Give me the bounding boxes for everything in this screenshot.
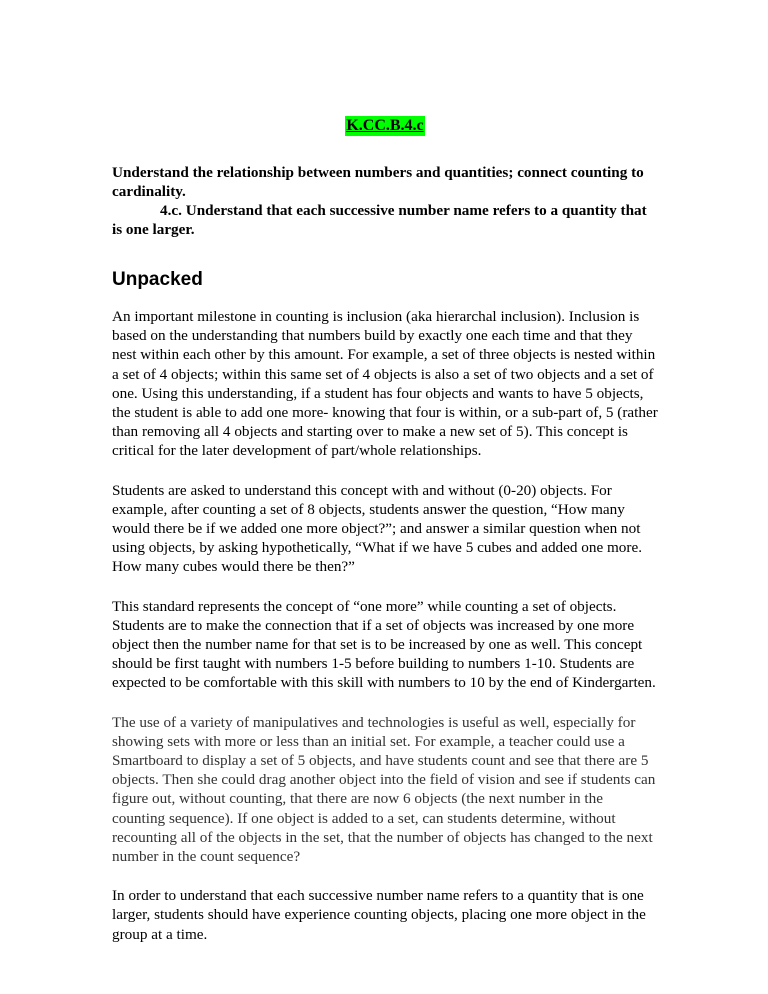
standard-description	[112, 163, 658, 239]
standard-cluster-text: Understand the relationship between numbers and quantities; connect counting to cardinality.	[112, 164, 644, 200]
paragraph-one-more: This standard represents the concept of “one more” while counting a set of objects. Students are to make the connection that if a set of objects was increased by one more object then the number name for that set is to be increased by one as well. This concept should be first taught with numbers 1-5 before building to numbers 1-10. Students are expected to be comfortable with this skill with numbers to 10 by the end of Kindergarten.	[112, 597, 656, 692]
document-content	[112, 112, 658, 944]
standard-code-block	[112, 112, 658, 143]
paragraph-successive-number: In order to understand that each successive number name refers to a quantity that is one larger, students should have experience counting objects, placing one more object in the group at a time.	[112, 887, 646, 943]
paragraph-inclusion: An important milestone in counting is inclusion (aka hierarchal inclusion). Inclusion is based on the understanding that numbers build by exactly one each time and that they nest within each other by this amount. For example, a set of three objects is nested within a set of 4 objects; within this same set of 4 objects is also a set of two objects and a set of one. Using this understanding, if a student has four objects and wants to have 5 objects, the student is able to add one more- knowing that four is within, or a sub-part of, 5 (rather than removing all 4 objects and starting over to make a new set of 5). This concept is critical for the later development of part/whole relationships.	[112, 308, 658, 460]
standard-item-text: 4.c. Understand that each successive number name refers to a quantity that is one larger.	[112, 202, 647, 238]
section-heading: Unpacked	[112, 269, 203, 290]
standard-code: K.CC.B.4.c	[346, 117, 424, 134]
paragraph-with-without-objects: Students are asked to understand this concept with and without (0-20) objects. For example, after counting a set of 8 objects, students answer the question, “How many would there be if we added one more object?”; and answer a similar question when not using objects, by asking hypothetically, “What if we have 5 cubes and added one more. How many cubes would there be then?”	[112, 481, 642, 576]
paragraph-manipulatives: The use of a variety of manipulatives and technologies is useful as well, especially for showing sets with more or less than an initial set. For example, a teacher could use a Smartboard to display a set of 5 objects, and have students count and see that there are 5 objects. Then she could drag another object into the field of vision and see if students can figure out, without counting, that there are now 6 objects (the next number in the counting sequence). If one object is added to a set, can students determine, without recounting all of the objects in the set, that the number of objects has changed to the next number in the count sequence?	[112, 713, 656, 866]
